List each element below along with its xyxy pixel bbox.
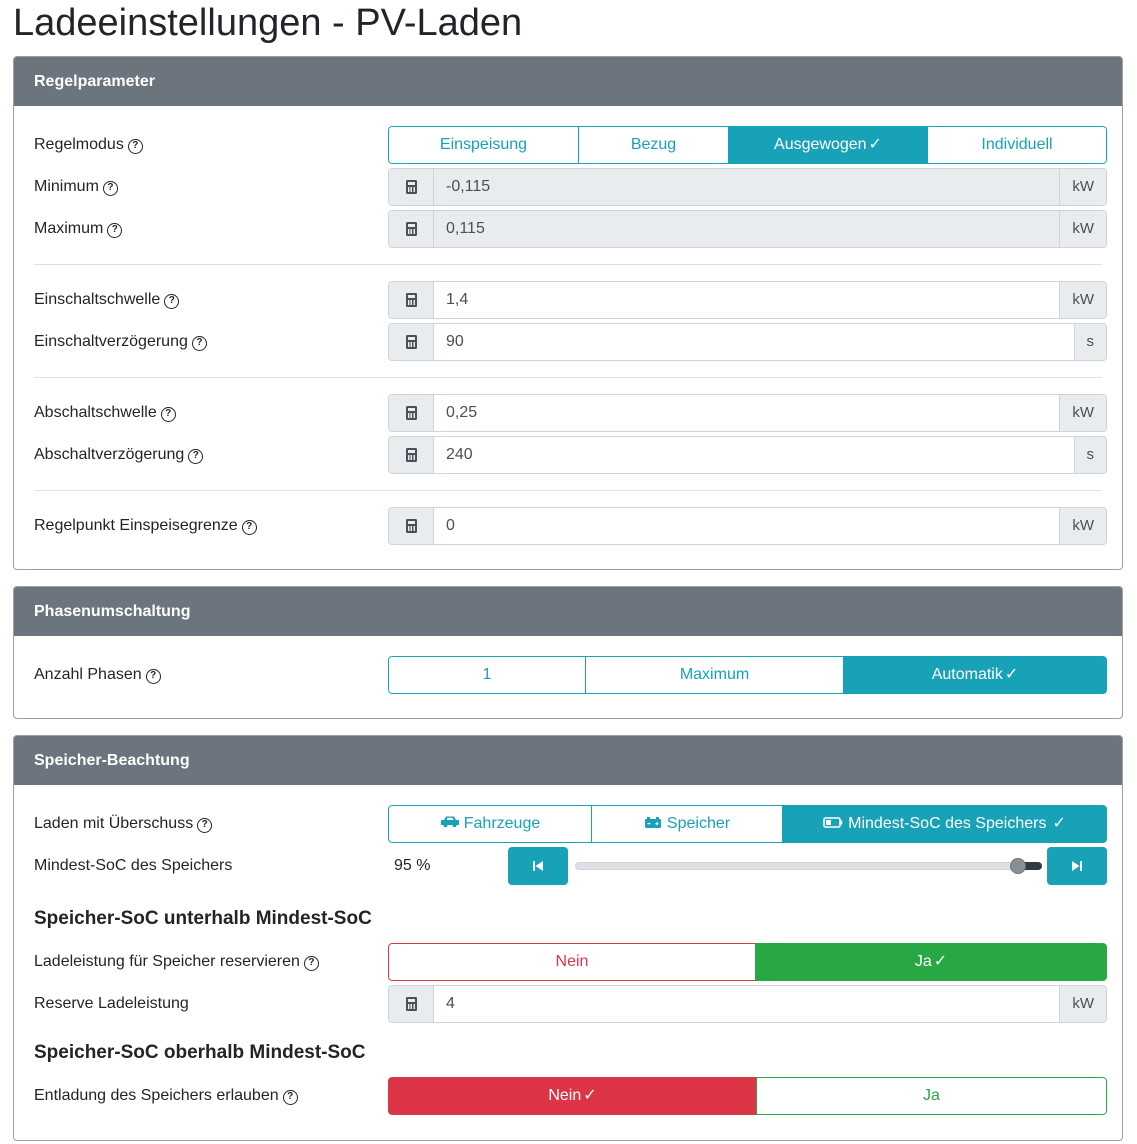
entladung-nein-button[interactable]: Nein ✓ [388, 1077, 757, 1115]
calculator-icon[interactable] [389, 986, 434, 1022]
card-speicher-beachtung [13, 735, 1123, 1141]
laden-mit-ueberschuss-button-group [388, 805, 1107, 843]
label-anzahl-phasen: Anzahl Phasen ? [34, 656, 161, 694]
regelpunkt-input[interactable] [434, 508, 1059, 544]
car-icon [440, 815, 460, 829]
battery-car-icon [644, 816, 662, 829]
label-regelmodus: Regelmodus ? [34, 126, 143, 164]
calculator-icon [389, 169, 434, 205]
label-laden-mit-ueberschuss: Laden mit Überschuss ? [34, 805, 212, 843]
label-einschaltverzoegerung: Einschaltverzögerung ? [34, 323, 207, 361]
label-einschaltschwelle: Einschaltschwelle ? [34, 281, 179, 319]
phasen-1-button[interactable]: 1 [388, 656, 586, 694]
entladung-ja-button[interactable]: Ja [756, 1077, 1107, 1115]
label-reserve-ladeleistung: Reserve Ladeleistung [34, 995, 189, 1012]
row-einschaltschwelle [14, 281, 1122, 319]
label-entladung: Entladung des Speichers erlauben ? [34, 1077, 298, 1115]
step-forward-icon [1071, 860, 1083, 872]
row-minimum [14, 168, 1122, 206]
minimum-input-group [388, 168, 1107, 206]
row-regelpunkt [14, 507, 1122, 545]
abschaltschwelle-input[interactable] [434, 395, 1059, 431]
card-header-phasenumschaltung: Phasenumschaltung [14, 587, 1122, 636]
help-icon[interactable]: ? [304, 956, 319, 971]
regelmodus-ausgewogen-button[interactable]: Ausgewogen ✓ [728, 126, 928, 164]
card-phasenumschaltung [13, 586, 1123, 719]
calculator-icon[interactable] [389, 437, 434, 473]
regelmodus-bezug-button[interactable]: Bezug [578, 126, 729, 164]
mindest-soc-slider[interactable] [575, 862, 1042, 870]
phasen-maximum-button[interactable]: Maximum [585, 656, 844, 694]
calculator-icon[interactable] [389, 324, 434, 360]
unit-label: kW [1059, 169, 1106, 205]
label-reservieren: Ladeleistung für Speicher reservieren ? [34, 943, 319, 981]
unit-label: kW [1059, 211, 1106, 247]
mindest-soc-button[interactable]: Mindest-SoC des Speichers ✓ [782, 805, 1107, 843]
row-einschaltverzoegerung [14, 323, 1122, 361]
einschaltverzoegerung-input[interactable] [434, 324, 1074, 360]
help-icon[interactable]: ? [188, 449, 203, 464]
card-header-speicher: Speicher-Beachtung [14, 736, 1122, 785]
unit-label: kW [1059, 395, 1106, 431]
row-anzahl-phasen [14, 656, 1122, 694]
check-icon: ✓ [933, 953, 948, 970]
check-icon: ✓ [583, 1087, 597, 1104]
check-icon: ✓ [1004, 666, 1019, 683]
maximum-input [434, 211, 1059, 247]
label-abschaltverzoegerung: Abschaltverzögerung ? [34, 436, 203, 474]
speicher-button[interactable]: Speicher [591, 805, 783, 843]
label-minimum: Minimum ? [34, 168, 118, 206]
unit-label: s [1074, 437, 1107, 473]
calculator-icon[interactable] [389, 508, 434, 544]
row-entladung [14, 1077, 1122, 1115]
minimum-input [434, 169, 1059, 205]
reservieren-nein-button[interactable]: Nein [388, 943, 756, 981]
abschaltverzoegerung-input-group [388, 436, 1107, 474]
row-abschaltschwelle [14, 394, 1122, 432]
slider-thumb[interactable] [1010, 858, 1026, 874]
help-icon[interactable]: ? [164, 294, 179, 309]
reserve-input-group [388, 985, 1107, 1023]
help-icon[interactable]: ? [242, 520, 257, 535]
row-maximum [14, 210, 1122, 248]
label-regelpunkt: Regelpunkt Einspeisegrenze ? [34, 507, 257, 545]
abschaltschwelle-input-group [388, 394, 1107, 432]
help-icon[interactable]: ? [128, 139, 143, 154]
help-icon[interactable]: ? [283, 1090, 298, 1105]
row-laden-mit-ueberschuss [14, 805, 1122, 843]
reservieren-ja-button[interactable]: Ja ✓ [755, 943, 1107, 981]
step-backward-icon [532, 860, 544, 872]
regelmodus-individuell-button[interactable]: Individuell [927, 126, 1107, 164]
card-header-regelparameter: Regelparameter [14, 57, 1122, 106]
reserve-ladeleistung-input[interactable] [434, 986, 1059, 1022]
label-abschaltschwelle: Abschaltschwelle ? [34, 394, 176, 432]
help-icon[interactable]: ? [146, 669, 161, 684]
regelmodus-einspeisung-button[interactable]: Einspeisung [388, 126, 579, 164]
slider-decrease-button[interactable] [508, 847, 568, 885]
regelpunkt-input-group [388, 507, 1107, 545]
help-icon[interactable]: ? [107, 223, 122, 238]
label-maximum: Maximum ? [34, 210, 122, 248]
help-icon[interactable]: ? [103, 181, 118, 196]
phasen-automatik-button[interactable]: Automatik ✓ [843, 656, 1107, 694]
card-regelparameter [13, 56, 1123, 570]
einschaltschwelle-input[interactable] [434, 282, 1059, 318]
calculator-icon[interactable] [389, 395, 434, 431]
row-mindest-soc [14, 847, 1122, 885]
unit-label: kW [1059, 508, 1106, 544]
divider [34, 490, 1102, 491]
unit-label: kW [1059, 986, 1106, 1022]
label-mindest-soc: Mindest-SoC des Speichers [34, 857, 233, 874]
regelmodus-button-group [388, 126, 1107, 164]
maximum-input-group [388, 210, 1107, 248]
row-abschaltverzoegerung [14, 436, 1122, 474]
reservieren-button-group [388, 943, 1107, 981]
fahrzeuge-button[interactable]: Fahrzeuge [388, 805, 592, 843]
row-reservieren [14, 943, 1122, 981]
anzahl-phasen-button-group [388, 656, 1107, 694]
page-title: Ladeeinstellungen - PV-Laden [13, 2, 523, 44]
help-icon[interactable]: ? [161, 407, 176, 422]
abschaltverzoegerung-input[interactable] [434, 437, 1074, 473]
heading-oberhalb: Speicher-SoC oberhalb Mindest-SoC [34, 1042, 366, 1063]
unit-label: kW [1059, 282, 1106, 318]
mindest-soc-value: 95 % [394, 857, 431, 874]
row-regelmodus [14, 126, 1122, 164]
calculator-icon [389, 211, 434, 247]
help-icon[interactable]: ? [192, 336, 207, 351]
einschaltverzoegerung-input-group [388, 323, 1107, 361]
check-icon: ✓ [1052, 815, 1066, 832]
heading-unterhalb: Speicher-SoC unterhalb Mindest-SoC [34, 908, 372, 929]
entladung-button-group [388, 1077, 1107, 1115]
calculator-icon[interactable] [389, 282, 434, 318]
unit-label: s [1074, 324, 1107, 360]
check-icon: ✓ [868, 136, 882, 153]
divider [34, 377, 1102, 378]
row-reserve-ladeleistung [14, 985, 1122, 1023]
einschaltschwelle-input-group [388, 281, 1107, 319]
slider-increase-button[interactable] [1047, 847, 1107, 885]
divider [34, 264, 1102, 265]
battery-icon [823, 817, 843, 828]
help-icon[interactable]: ? [197, 818, 212, 833]
